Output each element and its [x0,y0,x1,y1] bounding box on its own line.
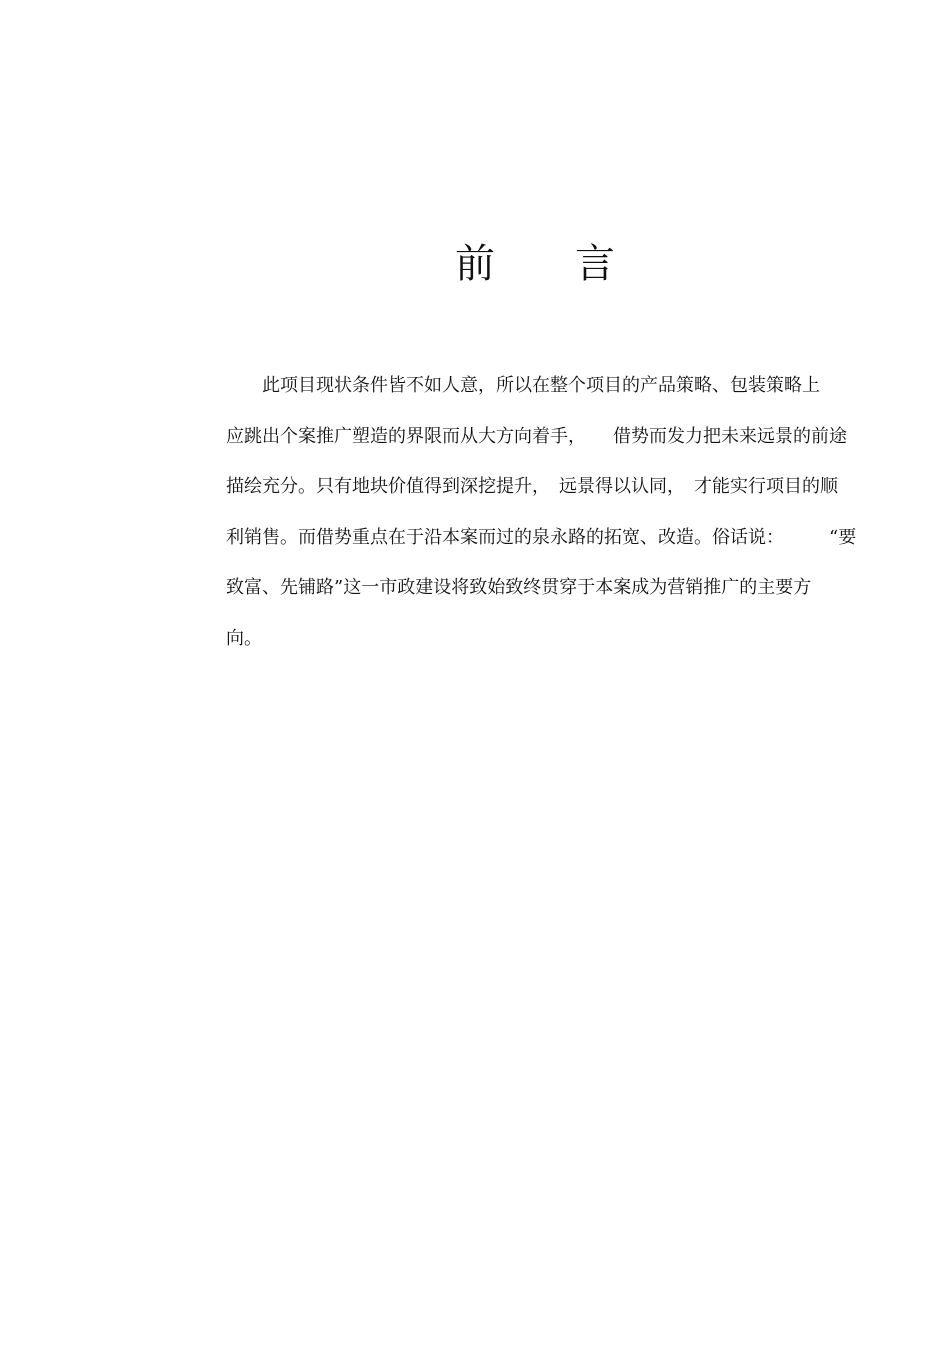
paragraph-line: 致富、先铺路”这一市政建设将致始致终贯穿于本案成为营销推广的主要方 [226,577,812,598]
paragraph-line: 描绘充分。只有地块价值得到深挖提升， 远景得以认同， 才能实行项目的顺 [226,476,838,497]
page-title: 前 言 [455,241,615,287]
preface-body [226,368,866,671]
paragraph-line: 应跳出个案推广塑造的界限而从大方向着手， 借势而发力把未来远景的前途 [226,425,847,447]
paragraph-line: 此项目现状条件皆不如人意，所以在整个项目的产品策略、包装策略上 [226,375,820,396]
paragraph-line: 利销售。而借势重点在于沿本案而过的泉永路的拓宽、改造。俗话说： “要 [226,526,857,548]
paragraph-line: 向。 [226,627,262,649]
